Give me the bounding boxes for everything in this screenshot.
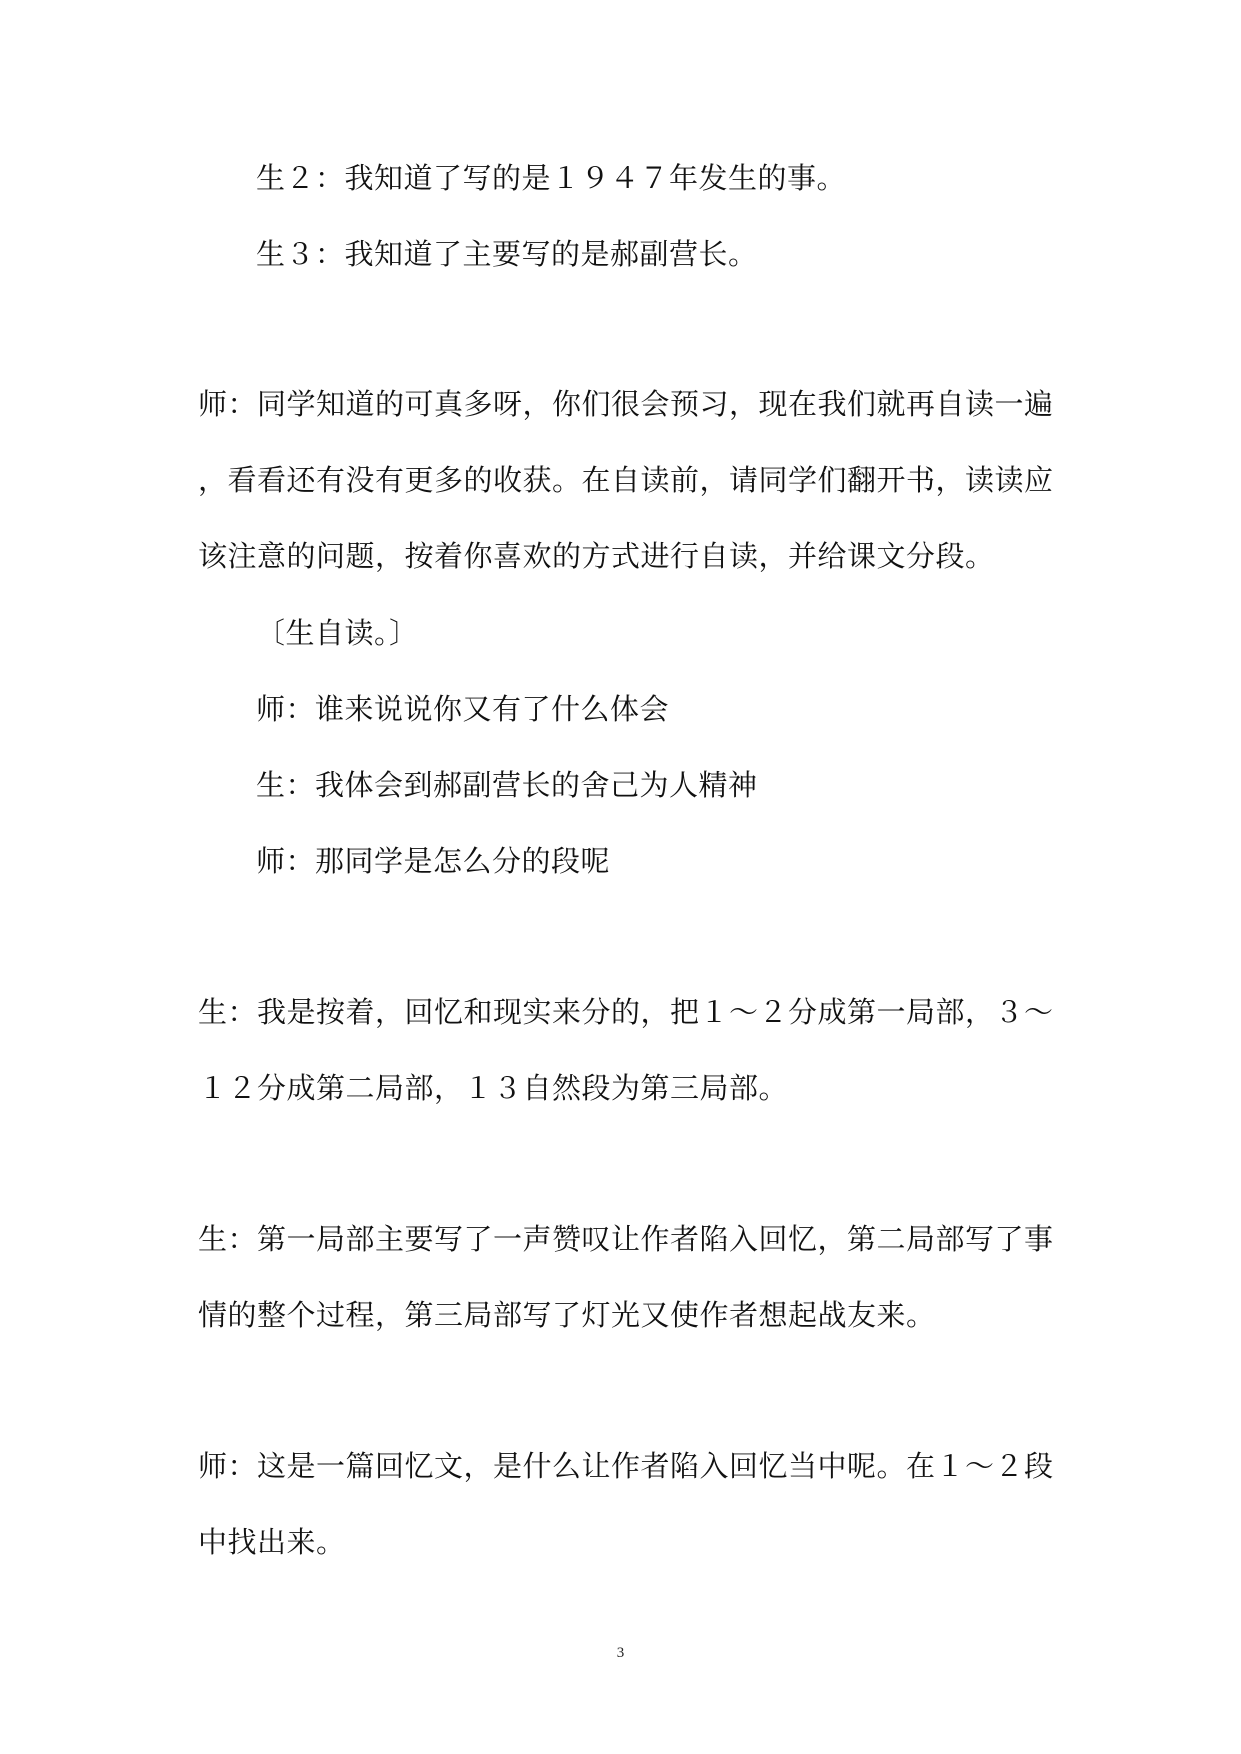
text-line: 生３：我知道了主要写的是郝副营长。 [256, 237, 758, 271]
text-line: 生：我是按着，回忆和现实来分的，把１～２分成第一局部，３～ [198, 995, 1054, 1029]
text-line: 生：我体会到郝副营长的舍己为人精神 [256, 768, 758, 802]
text-line: 生２：我知道了写的是１９４７年发生的事。 [256, 161, 847, 195]
text-line: ，看看还有没有更多的收获。在自读前，请同学们翻开书，读读应 [198, 463, 1054, 497]
text-line: 师：同学知道的可真多呀，你们很会预习，现在我们就再自读一遍 [198, 387, 1054, 421]
text-line: 该注意的问题，按着你喜欢的方式进行自读，并给课文分段。 [198, 539, 995, 573]
text-line: 师：那同学是怎么分的段呢 [256, 844, 611, 878]
text-line: 生：第一局部主要写了一声赞叹让作者陷入回忆，第二局部写了事 [198, 1222, 1054, 1256]
text-line: １２分成第二局部，１３自然段为第三局部。 [198, 1071, 789, 1105]
text-line: 〔生自读。〕 [256, 616, 419, 650]
text-line: 中找出来。 [198, 1525, 346, 1559]
page-number: 3 [616, 1645, 625, 1661]
text-line: 师：谁来说说你又有了什么体会 [256, 692, 670, 726]
text-line: 师：这是一篇回忆文，是什么让作者陷入回忆当中呢。在１～２段 [198, 1449, 1054, 1483]
text-line: 情的整个过程，第三局部写了灯光又使作者想起战友来。 [198, 1298, 936, 1332]
